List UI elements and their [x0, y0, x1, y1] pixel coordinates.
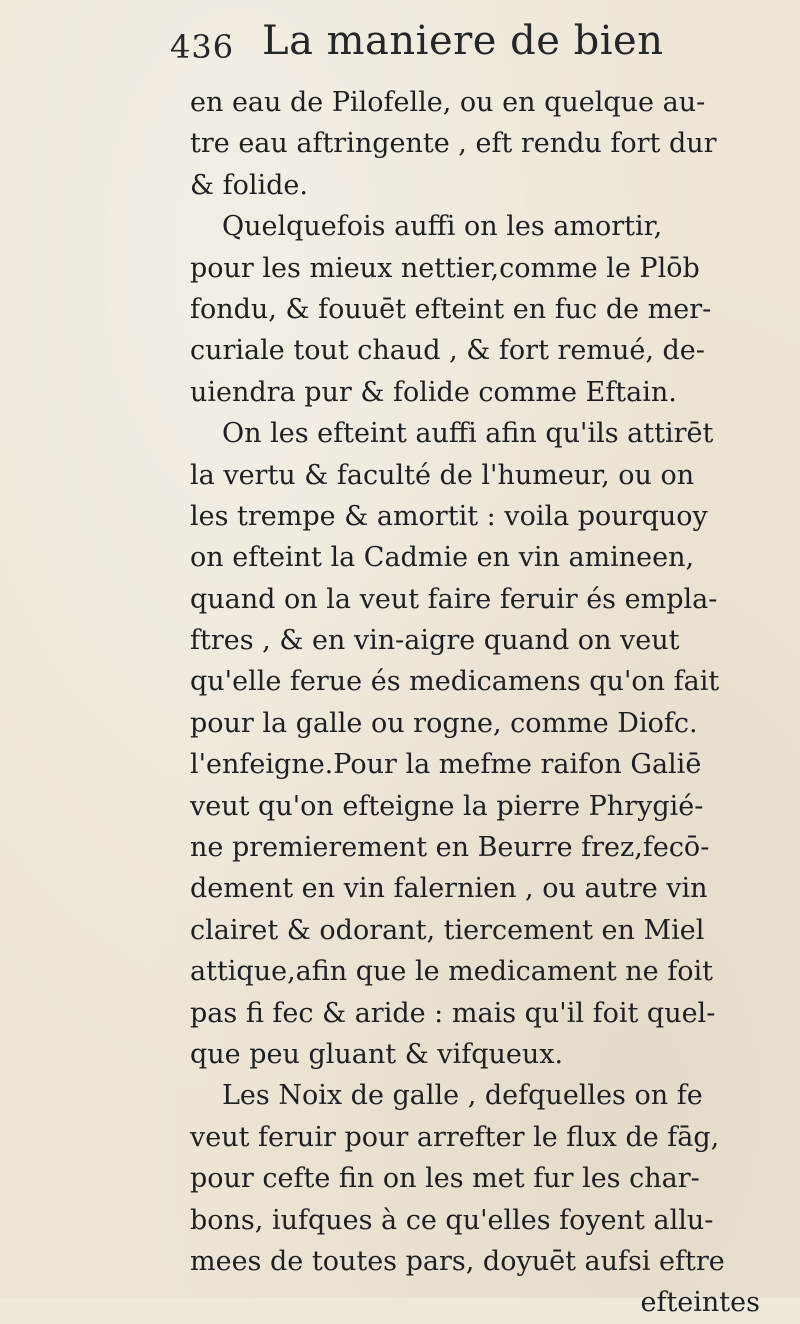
text-line: curiale tout chaud , & fort remué, de- [190, 335, 705, 367]
text-line: veut feruir pour arrefter le flux de fāg, [190, 1121, 720, 1153]
text-line: qu'elle ferue és medicamens qu'on fait [190, 666, 720, 698]
text-line: on efteint la Cadmie en vin amineen, [190, 542, 695, 574]
text-line: uiendra pur & folide comme Eftain. [190, 376, 677, 408]
text-line: attique,afin que le medicament ne foit [190, 956, 713, 988]
page-number: 436 [170, 28, 235, 66]
text-line: On les efteint auffi afin qu'ils attirēt [222, 418, 714, 450]
text-line: pour la galle ou rogne, comme Diofc. [190, 707, 698, 739]
text-line: & folide. [190, 169, 308, 201]
text-line: la vertu & faculté de l'humeur, ou on [190, 459, 695, 491]
text-line: ftres , & en vin-aigre quand on veut [190, 625, 680, 657]
text-line: Quelquefois auffi on les amortir, [222, 211, 663, 243]
text-line: quand on la veut faire feruir és empla- [190, 583, 718, 615]
body-text [190, 82, 770, 1324]
catchword: efteintes [640, 1287, 760, 1319]
text-line: veut qu'on efteigne la pierre Phrygié- [190, 790, 704, 822]
text-line: bons, iufques à ce qu'elles foyent allu- [190, 1204, 714, 1236]
text-line: mees de toutes pars, doyuēt aufsi eftre [190, 1245, 725, 1277]
text-line: pas fi fec & aride : mais qu'il foit quel- [190, 997, 716, 1029]
text-line: ne premierement en Beurre frez,fecō- [190, 832, 710, 864]
text-line: en eau de Pilofelle, ou en quelque au- [190, 87, 706, 118]
text-line: Les Noix de galle , defquelles on fe [222, 1080, 703, 1112]
text-line: pour cefte fin on les met fur les char- [190, 1163, 700, 1195]
text-line: fondu, & fouuēt efteint en fuc de mer- [190, 293, 712, 325]
text-line: tre eau aftringente , eft rendu fort dur [190, 128, 717, 160]
text-line: pour les mieux nettier,comme le Plōb [190, 252, 700, 284]
text-line: dement en vin falernien , ou autre vin [190, 873, 708, 905]
text-line: que peu gluant & vifqueux. [190, 1038, 564, 1070]
text-line: clairet & odorant, tiercement en Miel [190, 914, 705, 946]
text-line: l'enfeigne.Pour la mefme raifon Galiē [190, 749, 702, 781]
text-line: les trempe & amortit : voila pourquoy [190, 500, 708, 532]
running-title: La maniere de bien [262, 18, 664, 64]
page-header [170, 14, 730, 78]
